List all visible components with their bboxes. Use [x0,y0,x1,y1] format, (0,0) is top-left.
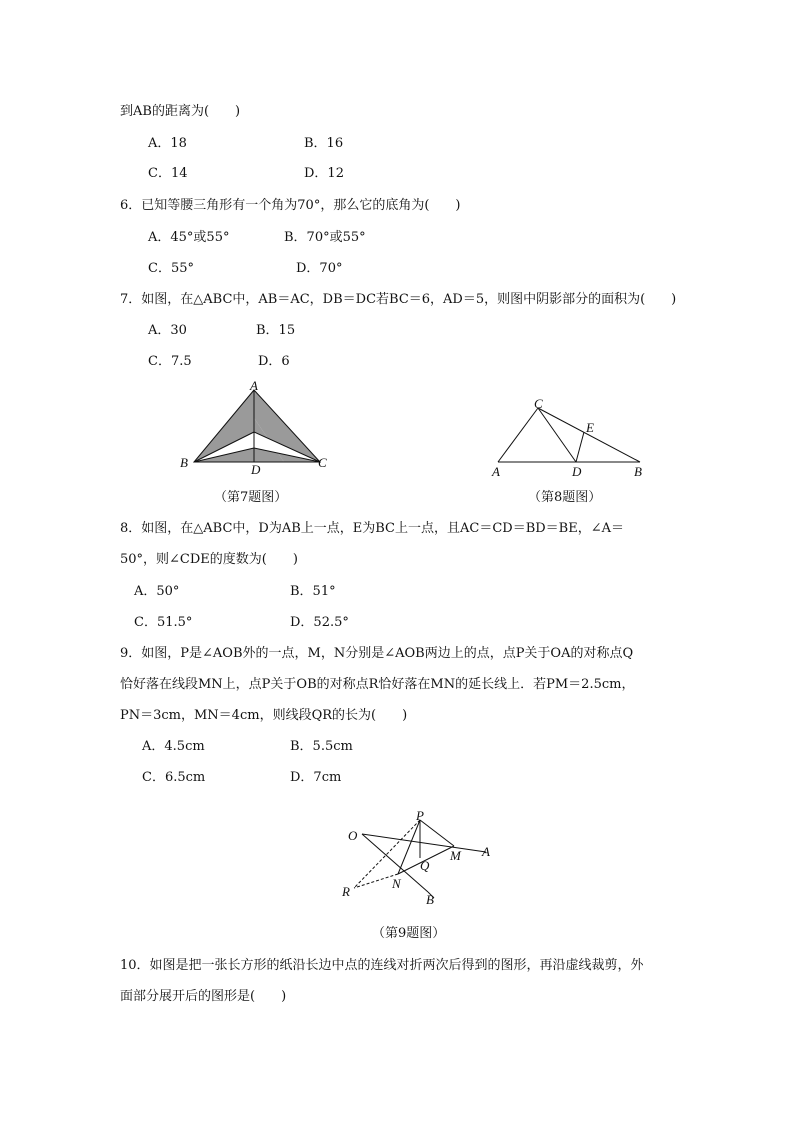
q5-stem: 到AB的距离为( ) [120,104,241,119]
q5-option-c[interactable]: C．14 [148,166,188,181]
q6-option-a[interactable]: A．45°或55° [148,230,230,245]
fig8-label-b: B [634,464,642,479]
q10-stem-line1: 10．如图是把一张长方形的纸沿长边中点的连线对折两次后得到的图形，再沿虚线裁剪，外 [120,958,644,973]
q7-option-d[interactable]: D．6 [258,354,290,369]
fig9-label-p: P [416,808,424,823]
fig8-label-a: A [492,464,500,479]
fig9-caption: （第9题图） [372,926,446,941]
fig8-label-d: D [572,464,582,479]
q9-stem-line3: PN＝3cm，MN＝4cm，则线段QR的长为( ) [120,708,408,723]
fig9-label-o: O [348,828,358,843]
q9-option-a[interactable]: A．4.5cm [142,739,205,754]
fig8-segment-cb [538,408,640,462]
fig8-label-e: E [586,420,594,435]
fig9-label-r: R [342,884,350,899]
q10-stem-line2: 面部分展开后的图形是( ) [120,989,287,1004]
figure-7 [170,378,340,478]
q9-option-d[interactable]: D．7cm [290,770,342,785]
fig9-label-n: N [392,876,401,891]
q5-option-b[interactable]: B．16 [304,136,344,151]
q9-option-c[interactable]: C．6.5cm [142,770,206,785]
fig7-label-a: A [250,378,258,393]
q8-option-c[interactable]: C．51.5° [134,615,193,630]
fig7-label-d: D [251,462,261,477]
fig8-segment-cd [538,408,576,462]
q6-option-b[interactable]: B．70°或55° [284,230,366,245]
fig8-label-c: C [534,396,543,411]
fig8-caption: （第8题图） [528,490,602,505]
q6-option-c[interactable]: C．55° [148,261,194,276]
fig8-segment-ac [498,408,538,462]
q9-stem-line1: 9．如图，P是∠AOB外的一点，M，N分别是∠AOB两边上的点，点P关于OA的对称点Q [120,646,634,661]
q7-option-a[interactable]: A．30 [148,323,187,338]
fig9-label-q: Q [420,858,430,873]
fig9-ray-oa [362,834,486,852]
fig9-label-b: B [426,892,434,907]
q9-stem-line2: 恰好落在线段MN上，点P关于OB的对称点R恰好落在MN的延长线上．若PM＝2.5cm， [120,677,635,692]
q9-option-b[interactable]: B．5.5cm [290,739,353,754]
q8-option-b[interactable]: B．51° [290,584,336,599]
q6-stem: 6．已知等腰三角形有一个角为70°，那么它的底角为( ) [120,198,461,213]
fig8-segment-de [576,432,584,462]
q5-option-a[interactable]: A．18 [148,136,187,151]
q7-option-c[interactable]: C．7.5 [148,354,192,369]
q8-stem-line2: 50°，则∠CDE的度数为( ) [120,552,298,567]
fig7-caption: （第7题图） [214,490,288,505]
fig9-label-m: M [450,848,461,863]
fig7-label-c: C [318,455,327,470]
q8-stem-line1: 8．如图，在△ABC中，D为AB上一点，E为BC上一点，且AC＝CD＝BD＝BE，∠A＝ [120,521,624,536]
figure-8 [486,392,656,484]
fig9-segment-pm [420,820,454,846]
q8-option-a[interactable]: A．50° [134,584,180,599]
q7-option-b[interactable]: B．15 [256,323,296,338]
fig7-label-b: B [180,455,188,470]
fig9-label-a: A [482,844,490,859]
q7-stem: 7．如图，在△ABC中，AB＝AC，DB＝DC若BC＝6，AD＝5，则图中阴影部分的面积为( ) [120,292,677,307]
q6-option-d[interactable]: D．70° [296,261,343,276]
figure-9 [336,806,506,910]
fig9-segment-pn [398,820,420,874]
q5-option-d[interactable]: D．12 [304,166,344,181]
q8-option-d[interactable]: D．52.5° [290,615,349,630]
